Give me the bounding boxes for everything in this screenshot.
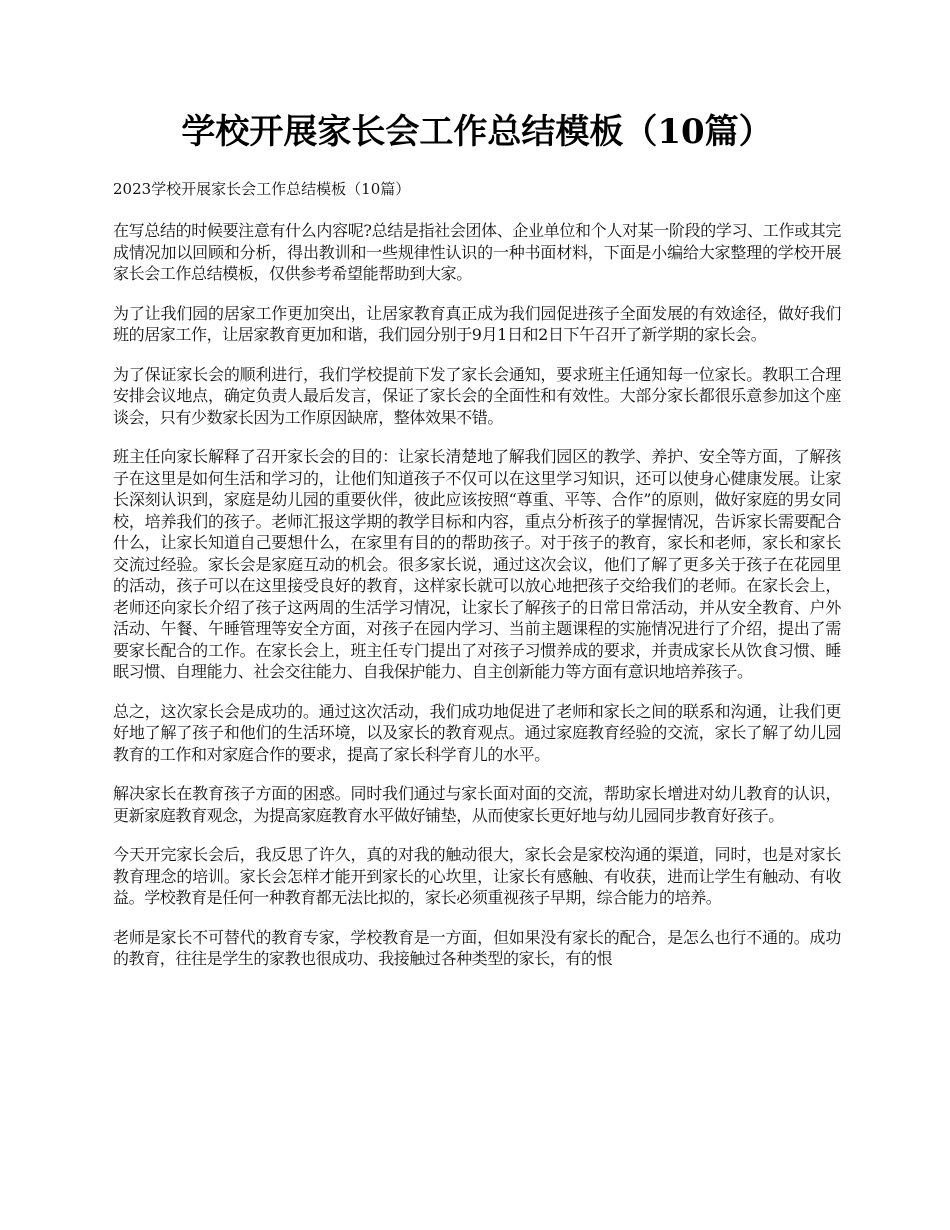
paragraph-6: 解决家长在教育孩子方面的困惑。同时我们通过与家长面对面的交流，帮助家长增进对幼儿教育的认识，更新家庭教育观念，为提高家庭教育水平做好铺垫，从而使家长更好地与幼儿园同步教育好孩子。 [113, 784, 841, 825]
paragraph-8: 老师是家长不可替代的教育专家，学校教育是一方面，但如果没有家长的配合，是怎么也行不通的。成功的教育，往往是学生的家教也很成功、我接触过各种类型的家长，有的恨 [113, 927, 841, 968]
paragraph-1: 在写总结的时候要注意有什么内容呢?总结是指社会团体、企业单位和个人对某一阶段的学习、工作或其完成情况加以回顾和分析，得出教训和一些规律性认识的一种书面材料，下面是小编给大家整理的学校开展家长会工作总结模板，仅供参考希望能帮助到大家。 [113, 221, 841, 283]
paragraph-2: 为了让我们园的居家工作更加突出，让居家教育真正成为我们园促进孩子全面发展的有效途径，做好我们班的居家工作，让居家教育更加和谐，我们园分别于9月1日和2日下午召开了新学期的家长会。 [113, 303, 841, 344]
document-title: 学校开展家长会工作总结模板（10篇） [181, 112, 773, 152]
paragraph-7: 今天开完家长会后，我反思了许久，真的对我的触动很大，家长会是家校沟通的渠道，同时，也是对家长教育理念的培训。家长会怎样才能开到家长的心坎里，让家长有感触、有收获，进而让学生有触动、有收益。学校教育是任何一种教育都无法比拟的，家长必须重视孩子早期，综合能力的培养。 [113, 845, 841, 907]
paragraph-5: 总之，这次家长会是成功的。通过这次活动，我们成功地促进了老师和家长之间的联系和沟通，让我们更好地了解了孩子和他们的生活环境，以及家长的教育观点。通过家庭教育经验的交流，家长了解了幼儿园教育的工作和对家庭合作的要求，提高了家长科学育儿的水平。 [113, 701, 841, 764]
document-subtitle: 2023学校开展家长会工作总结模板（10篇） [113, 180, 411, 198]
paragraph-3: 为了保证家长会的顺利进行，我们学校提前下发了家长会通知，要求班主任通知每一位家长。教职工合理安排会议地点，确定负责人最后发言，保证了家长会的全面性和有效性。大部分家长都很乐意参加这个座谈会，只有少数家长因为工作原因缺席，整体效果不错。 [113, 364, 841, 427]
paragraph-4: 班主任向家长解释了召开家长会的目的：让家长清楚地了解我们园区的教学、养护、安全等方面，了解孩子在这里是如何生活和学习的，让他们知道孩子不仅可以在这里学习知识，还可以使身心健康发展。让家长深刻认识到，家庭是幼儿园的重要伙伴，彼此应该按照“尊重、平等、合作”的原则，做好家庭的男女同校，培养我们的孩子。老师汇报这学期的教学目标和内容，重点分析孩子的掌握情况，告诉家长需要配合什么，让家长知道自己要想什么，在家里有目的的帮助孩子。对于孩子的教育，家长和老师，家长和家长交流过经验。家长会是家庭互动的机会。很多家长说，通过这次会议，他们了解了更多关于孩子在花园里的活动，孩子可以在这里接受良好的教育，这样家长就可以放心地把孩子交给我们的老师。在家长会上，老师还向家长介绍了孩子这两周的生活学习情况，让家长了解孩子的日常日常活动，并从安全教育、户外活动、午餐、午睡管理等安全方面，对孩子在园内学习、当前主题课程的实施情况进行了介绍，提出了需要家长配合的工作。在家长会上，班主任专门提出了对孩子习惯养成的要求，并责成家长从饮食习惯、睡眠习惯、自理能力、社会交往能力、自我保护能力、自主创新能力等方面有意识地培养孩子。 [113, 447, 841, 681]
document-page [113, 108, 841, 988]
